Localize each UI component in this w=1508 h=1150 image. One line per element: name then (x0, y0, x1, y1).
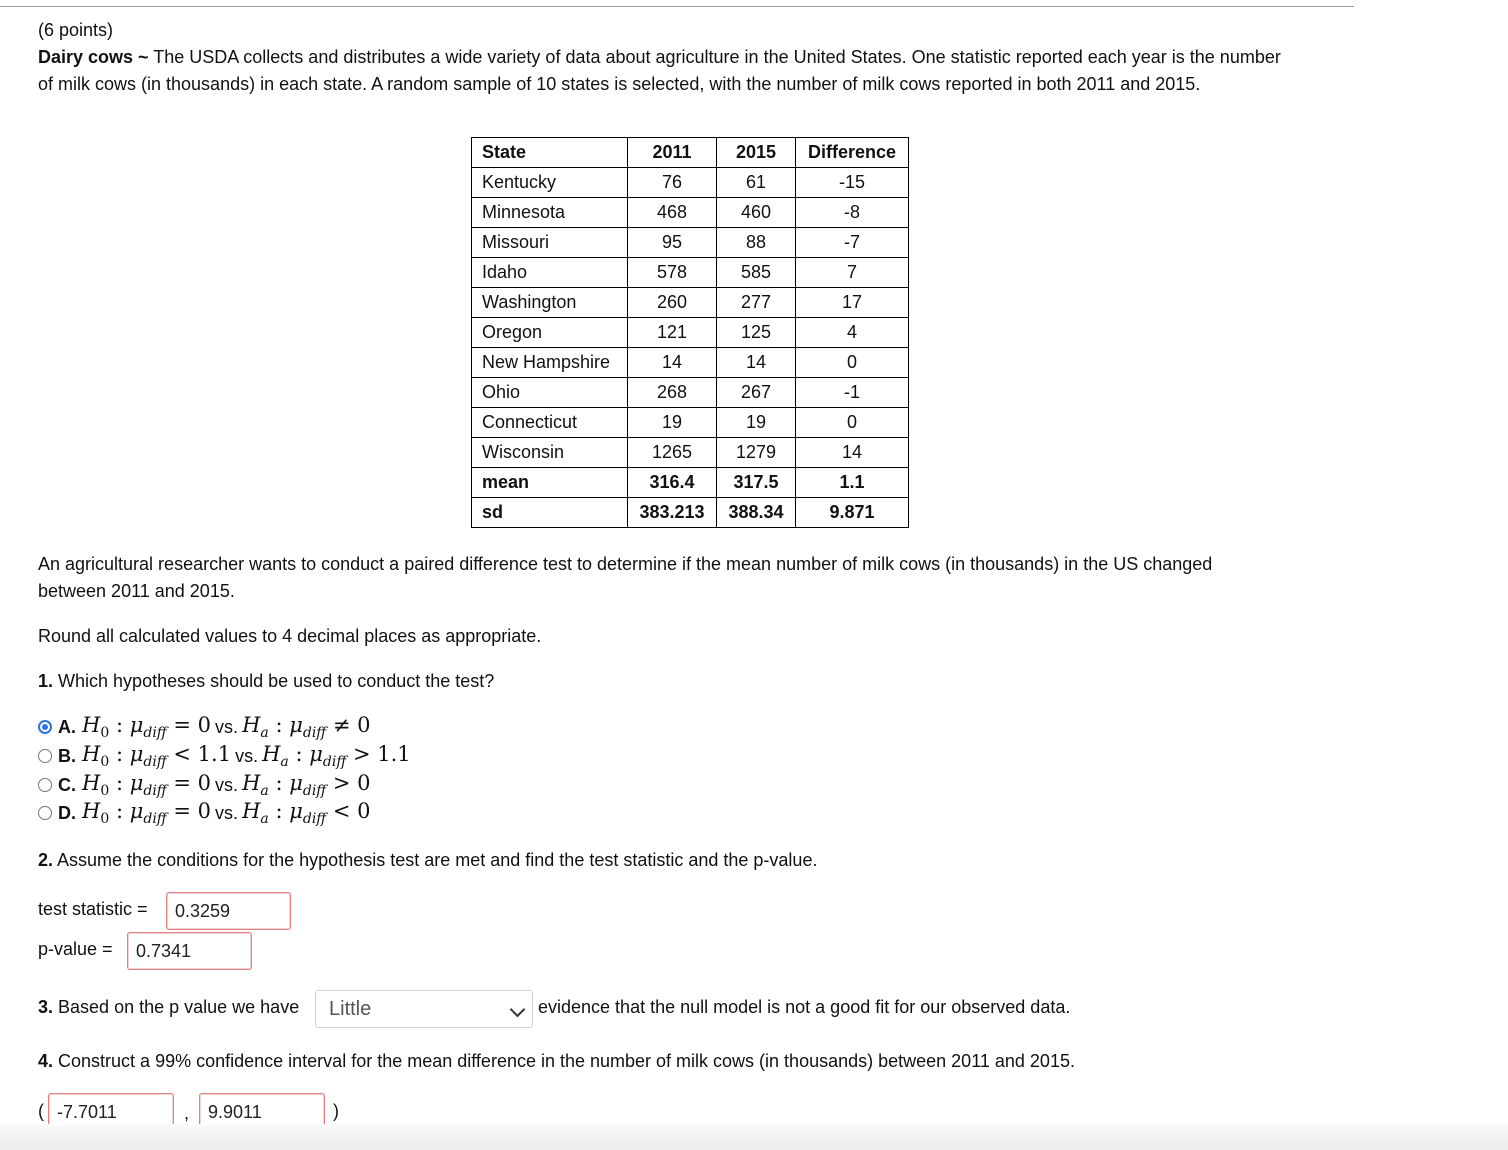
vs-label: vs. (215, 774, 239, 795)
null-relation: = 0 (173, 770, 212, 795)
value-cell: 317.5 (717, 468, 796, 498)
evidence-dropdown-value: Little (329, 998, 372, 1020)
value-cell: 383.213 (628, 498, 717, 528)
state-cell: Missouri (472, 228, 628, 258)
mu-symbol: μ (289, 770, 303, 795)
null-relation: < 1.1 (173, 741, 232, 766)
value-cell: -1 (796, 378, 909, 408)
question-3-suffix: evidence that the null model is not a good fit for our observed data. (538, 997, 1071, 1017)
value-cell: 88 (717, 228, 796, 258)
h-subscript: a (260, 725, 269, 742)
mu-symbol: μ (129, 741, 144, 766)
state-cell: Connecticut (472, 408, 628, 438)
radio-button[interactable] (38, 806, 52, 820)
h-subscript: a (260, 811, 269, 828)
diff-subscript: diff (302, 811, 327, 828)
null-relation: = 0 (173, 798, 212, 823)
value-cell: 260 (628, 288, 717, 318)
state-cell: New Hampshire (472, 348, 628, 378)
h-symbol: H (82, 741, 101, 766)
problem-intro (38, 44, 1358, 71)
table-row (472, 348, 909, 378)
table-row (472, 318, 909, 348)
diff-subscript: diff (143, 811, 167, 828)
question-text: Assume the conditions for the hypothesis test are met and find the test statistic and the p-value. (57, 850, 818, 870)
intro-text: The USDA collects and distributes a wide variety of data about agriculture in the United States. One statistic reported each year is the number (153, 47, 1281, 67)
state-cell: Wisconsin (472, 438, 628, 468)
null-relation: = 0 (173, 712, 212, 737)
research-paragraph: An agricultural researcher wants to conduct a paired difference test to determine if the mean number of milk cows (in thousands) in the US changed (38, 554, 1213, 574)
value-cell: 578 (628, 258, 717, 288)
radio-button[interactable] (38, 720, 52, 734)
option-letter: C. (58, 774, 76, 795)
mu-symbol: μ (129, 798, 144, 823)
data-table (471, 137, 909, 528)
question-1 (38, 668, 494, 695)
colon: : (115, 798, 124, 823)
h-subscript: 0 (100, 725, 110, 742)
table-row (472, 408, 909, 438)
mu-symbol: μ (289, 798, 303, 823)
value-cell: 1265 (628, 438, 717, 468)
question-4 (38, 1048, 1075, 1075)
rounding-instruction: Round all calculated values to 4 decimal places as appropriate. (38, 626, 542, 646)
table-row (472, 228, 909, 258)
question-text: Which hypotheses should be used to conduct the test? (58, 671, 495, 691)
colon: : (275, 798, 283, 823)
question-text: Construct a 99% confidence interval for the mean difference in the number of milk cows (in thousands) between 2011 and 2015. (58, 1051, 1075, 1071)
mu-symbol: μ (129, 712, 144, 737)
h-subscript: 0 (100, 754, 110, 771)
value-cell: 61 (717, 168, 796, 198)
ci-lower-input[interactable]: -7.7011 (48, 1093, 174, 1131)
null-hypothesis (82, 799, 211, 827)
interval-open-paren: ( (38, 1101, 44, 1121)
mean-row (472, 468, 909, 498)
diff-subscript: diff (143, 725, 167, 742)
intro-text-line2: of milk cows (in thousands) in each state. A random sample of 10 states is selected, with the number of milk cows reported in both 2011 and 2015. (38, 74, 1201, 94)
question-text: Based on the p value we have (58, 997, 300, 1017)
question-number: 2. (38, 850, 54, 870)
value-cell: 19 (628, 408, 717, 438)
value-cell: 14 (796, 438, 909, 468)
state-cell: sd (472, 498, 628, 528)
sd-row (472, 498, 909, 528)
column-header: Difference (796, 138, 909, 168)
diff-subscript: diff (302, 725, 327, 742)
h-symbol: H (82, 798, 101, 823)
value-cell: 121 (628, 318, 717, 348)
null-hypothesis (82, 742, 231, 770)
alt-relation: > 1.1 (352, 741, 411, 766)
value-cell: 1.1 (796, 468, 909, 498)
table-row (472, 288, 909, 318)
h-symbol: H (242, 798, 261, 823)
table-row (472, 258, 909, 288)
alt-relation: < 0 (332, 798, 371, 823)
diff-subscript: diff (143, 783, 167, 800)
value-cell: 267 (717, 378, 796, 408)
vs-label: vs. (235, 745, 259, 766)
table-row (472, 378, 909, 408)
value-cell: 1279 (717, 438, 796, 468)
value-cell: -7 (796, 228, 909, 258)
h-subscript: 0 (100, 811, 110, 828)
question-3 (38, 994, 299, 1021)
question-number: 1. (38, 671, 54, 691)
table-row (472, 198, 909, 228)
value-cell: 585 (717, 258, 796, 288)
hypothesis-option[interactable] (38, 742, 411, 770)
ci-upper-input[interactable]: 9.9011 (199, 1093, 325, 1131)
colon: : (275, 712, 283, 737)
h-symbol: H (82, 770, 101, 795)
diff-subscript: diff (143, 754, 167, 771)
alt-relation: > 0 (332, 770, 371, 795)
question-2 (38, 847, 817, 874)
h-symbol: H (242, 712, 261, 737)
p-value-label: p-value = (38, 939, 113, 959)
column-header: 2015 (717, 138, 796, 168)
question-number: 4. (38, 1051, 54, 1071)
alt-hypothesis (242, 799, 370, 827)
value-cell: 14 (628, 348, 717, 378)
value-cell: 0 (796, 408, 909, 438)
alt-hypothesis (242, 771, 370, 799)
state-cell: Idaho (472, 258, 628, 288)
table-row (472, 168, 909, 198)
state-cell: Kentucky (472, 168, 628, 198)
test-statistic-label: test statistic = (38, 899, 148, 919)
h-subscript: a (260, 783, 269, 800)
value-cell: 277 (717, 288, 796, 318)
value-cell: -15 (796, 168, 909, 198)
hypothesis-option[interactable] (38, 799, 371, 827)
colon: : (115, 770, 124, 795)
value-cell: 4 (796, 318, 909, 348)
radio-button[interactable] (38, 778, 52, 792)
vs-label: vs. (215, 802, 239, 823)
column-header: State (472, 138, 628, 168)
mu-symbol: μ (309, 741, 323, 766)
state-cell: Oregon (472, 318, 628, 348)
colon: : (275, 770, 283, 795)
alt-hypothesis (262, 742, 411, 770)
mu-symbol: μ (289, 712, 303, 737)
value-cell: -8 (796, 198, 909, 228)
question-number: 3. (38, 997, 54, 1017)
h-symbol: H (262, 741, 281, 766)
value-cell: 468 (628, 198, 717, 228)
value-cell: 19 (717, 408, 796, 438)
hypothesis-option[interactable] (38, 771, 371, 799)
option-letter: A. (58, 716, 76, 737)
value-cell: 17 (796, 288, 909, 318)
chevron-down-icon (510, 1002, 526, 1018)
diff-subscript: diff (302, 783, 327, 800)
value-cell: 388.34 (717, 498, 796, 528)
h-subscript: a (280, 754, 289, 771)
alt-relation: ≠ 0 (332, 712, 371, 737)
value-cell: 7 (796, 258, 909, 288)
h-subscript: 0 (100, 783, 110, 800)
value-cell: 0 (796, 348, 909, 378)
state-cell: mean (472, 468, 628, 498)
value-cell: 316.4 (628, 468, 717, 498)
test-statistic-input[interactable]: 0.3259 (166, 892, 291, 930)
hypothesis-option[interactable] (38, 713, 371, 741)
problem-title: Dairy cows ~ (38, 47, 149, 67)
research-paragraph-line2: between 2011 and 2015. (38, 581, 235, 601)
option-letter: D. (58, 802, 76, 823)
bottom-scroll-band (0, 1124, 1508, 1150)
colon: : (115, 712, 124, 737)
vs-label: vs. (215, 716, 239, 737)
table-header-row (472, 138, 909, 168)
value-cell: 460 (717, 198, 796, 228)
value-cell: 9.871 (796, 498, 909, 528)
state-cell: Ohio (472, 378, 628, 408)
evidence-dropdown[interactable] (315, 990, 533, 1028)
colon: : (115, 741, 124, 766)
value-cell: 268 (628, 378, 717, 408)
top-divider (0, 6, 1354, 7)
value-cell: 76 (628, 168, 717, 198)
column-header: 2011 (628, 138, 717, 168)
table-row (472, 438, 909, 468)
alt-hypothesis (242, 713, 370, 741)
state-cell: Minnesota (472, 198, 628, 228)
interval-comma: , (184, 1103, 190, 1123)
h-symbol: H (82, 712, 101, 737)
value-cell: 14 (717, 348, 796, 378)
colon: : (295, 741, 303, 766)
interval-close-paren: ) (333, 1101, 339, 1121)
diff-subscript: diff (322, 754, 347, 771)
state-cell: Washington (472, 288, 628, 318)
value-cell: 125 (717, 318, 796, 348)
points-label: (6 points) (38, 20, 114, 40)
null-hypothesis (82, 713, 211, 741)
value-cell: 95 (628, 228, 717, 258)
mu-symbol: μ (129, 770, 144, 795)
h-symbol: H (242, 770, 261, 795)
radio-button[interactable] (38, 749, 52, 763)
p-value-input[interactable]: 0.7341 (127, 932, 252, 970)
null-hypothesis (82, 771, 211, 799)
option-letter: B. (58, 745, 76, 766)
